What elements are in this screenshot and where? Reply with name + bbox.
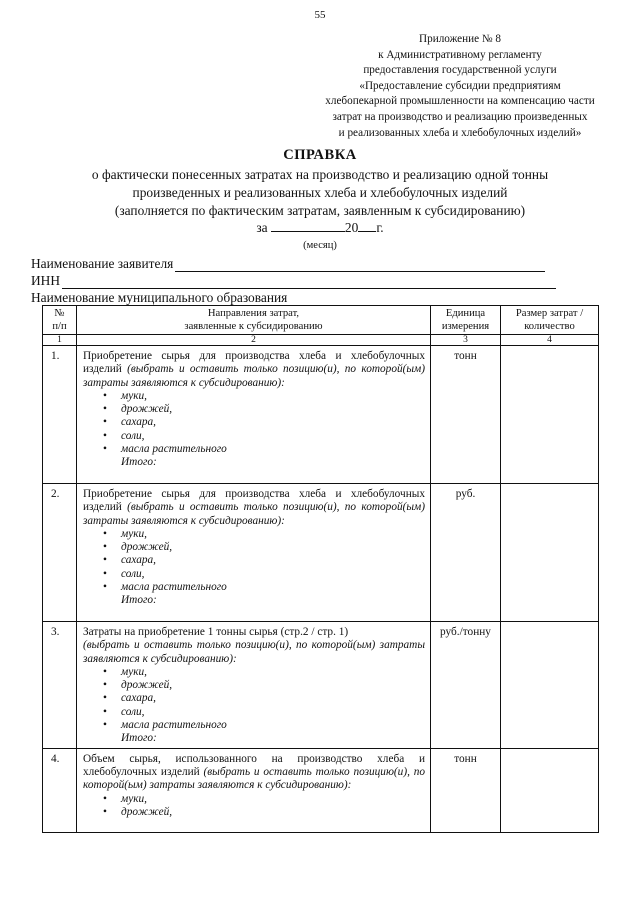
- column-number-row: [43, 335, 599, 346]
- column-number: 1: [43, 335, 77, 346]
- applicant-label: Наименование заявителя: [31, 256, 174, 271]
- list-item: • сахара,: [121, 692, 425, 705]
- row-total-label: Итого:: [121, 732, 157, 745]
- item-list: [83, 528, 425, 594]
- row-unit: руб.: [431, 484, 501, 622]
- row-note: (выбрать и оставить только позицию(и), по которой(ым) затраты заявляются к субсидированию):: [83, 363, 426, 389]
- municipality-field: [31, 290, 287, 306]
- appendix-line: предоставления государственной услуги: [363, 64, 557, 77]
- appendix-line: затрат на производство и реализацию произведенных: [332, 110, 588, 123]
- row-description: [77, 484, 431, 622]
- list-item: • дрожжей,: [121, 403, 425, 416]
- table-row: [43, 484, 599, 622]
- row-unit: тонн: [431, 346, 501, 484]
- list-item: • дрожжей,: [121, 806, 425, 819]
- list-item: • соли,: [121, 430, 425, 443]
- period-suffix: г.: [376, 220, 384, 235]
- header-unit: Единица измерения: [431, 306, 501, 335]
- row-note: (выбрать и оставить только позицию(и), по которой(ым) затраты заявляются к субсидированию):: [83, 639, 425, 665]
- row-note: (выбрать и оставить только позицию(и), по которой(ым) затраты заявляются к субсидированию):: [83, 765, 426, 792]
- row-lead: Объем сырья, использованного на производство хлеба и хлебобулочных изделий: [83, 752, 425, 778]
- item-list: [83, 793, 425, 820]
- appendix-line: хлебопекарной промышленности на компенсацию части: [325, 95, 595, 108]
- list-item: • дрожжей,: [121, 679, 425, 692]
- list-item: • масла растительного: [121, 581, 425, 594]
- list-item: • масла растительного: [121, 719, 425, 732]
- row-lead: Приобретение сырья для производства хлеба и хлебобулочных изделий: [83, 350, 425, 376]
- appendix-line: «Предоставление субсидии предприятиям: [359, 79, 561, 92]
- row-total-label: Итого:: [121, 594, 157, 607]
- list-item: • соли,: [121, 568, 425, 581]
- list-item: • соли,: [121, 706, 425, 719]
- page-number: 55: [314, 9, 326, 21]
- month-blank[interactable]: [271, 219, 345, 232]
- row-amount-cell[interactable]: [501, 622, 599, 749]
- table-row: [43, 622, 599, 749]
- document-subtitle: [20, 166, 620, 220]
- header-amount: Размер затрат / количество: [501, 306, 599, 335]
- column-number: 2: [77, 335, 431, 346]
- row-description: [77, 622, 431, 749]
- month-hint: (месяц): [303, 240, 337, 251]
- row-lead: Приобретение сырья для производства хлеба и хлебобулочных изделий: [83, 488, 425, 514]
- appendix-line: Приложение № 8: [419, 33, 501, 45]
- list-item: • сахара,: [121, 416, 425, 429]
- period-line: [0, 219, 640, 236]
- row-number: 3.: [43, 622, 77, 749]
- row-lead: Затраты на приобретение 1 тонны сырья (стр.2 / стр. 1): [83, 626, 349, 638]
- year-blank[interactable]: [358, 219, 376, 232]
- subtitle-line: о фактически понесенных затратах на производство и реализацию одной тонны: [91, 167, 549, 182]
- period-prefix: за: [256, 220, 268, 235]
- applicant-field: [31, 256, 545, 272]
- appendix-line: и реализованных хлеба и хлебобулочных изделий»: [338, 126, 582, 139]
- inn-input-line[interactable]: [62, 275, 556, 289]
- list-item: • муки,: [121, 390, 425, 403]
- subtitle-line: (заполняется по фактическим затратам, заявленным к субсидированию): [114, 203, 526, 218]
- row-amount-cell[interactable]: [501, 748, 599, 832]
- table-row: [43, 748, 599, 832]
- year-prefix: 20: [344, 220, 359, 235]
- appendix-line: к Административному регламенту: [378, 48, 542, 61]
- costs-table: [42, 305, 599, 833]
- row-description: [77, 748, 431, 832]
- row-number: 2.: [43, 484, 77, 622]
- list-item: • сахара,: [121, 554, 425, 567]
- header-cost-direction: Направления затрат, заявленные к субсидированию: [77, 306, 431, 335]
- applicant-input-line[interactable]: [175, 258, 545, 272]
- item-list: [83, 390, 425, 456]
- row-number: 1.: [43, 346, 77, 484]
- appendix-block: [275, 32, 640, 141]
- inn-label: ИНН: [31, 273, 61, 288]
- column-number: 3: [431, 335, 501, 346]
- list-item: • муки,: [121, 528, 425, 541]
- list-item: • муки,: [121, 793, 425, 806]
- inn-field: [31, 273, 556, 289]
- row-number: 4.: [43, 748, 77, 832]
- column-number: 4: [501, 335, 599, 346]
- row-amount-cell[interactable]: [501, 346, 599, 484]
- row-unit: руб./тонну: [431, 622, 501, 749]
- row-note: (выбрать и оставить только позицию(и), по которой(ым) затраты заявляются к субсидированию):: [83, 501, 426, 527]
- row-total-label: Итого:: [121, 456, 157, 469]
- table-header-row: [43, 306, 599, 335]
- table-row: [43, 346, 599, 484]
- header-number: № п/п: [43, 306, 77, 335]
- subtitle-line: произведенных и реализованных хлеба и хлебобулочных изделий: [132, 185, 508, 200]
- row-description: [77, 346, 431, 484]
- row-unit: тонн: [431, 748, 501, 832]
- list-item: • муки,: [121, 666, 425, 679]
- item-list: [83, 666, 425, 732]
- list-item: • масла растительного: [121, 443, 425, 456]
- row-amount-cell[interactable]: [501, 484, 599, 622]
- municipality-label: Наименование муниципального образования: [31, 290, 288, 305]
- list-item: • дрожжей,: [121, 541, 425, 554]
- document-title: СПРАВКА: [283, 147, 357, 163]
